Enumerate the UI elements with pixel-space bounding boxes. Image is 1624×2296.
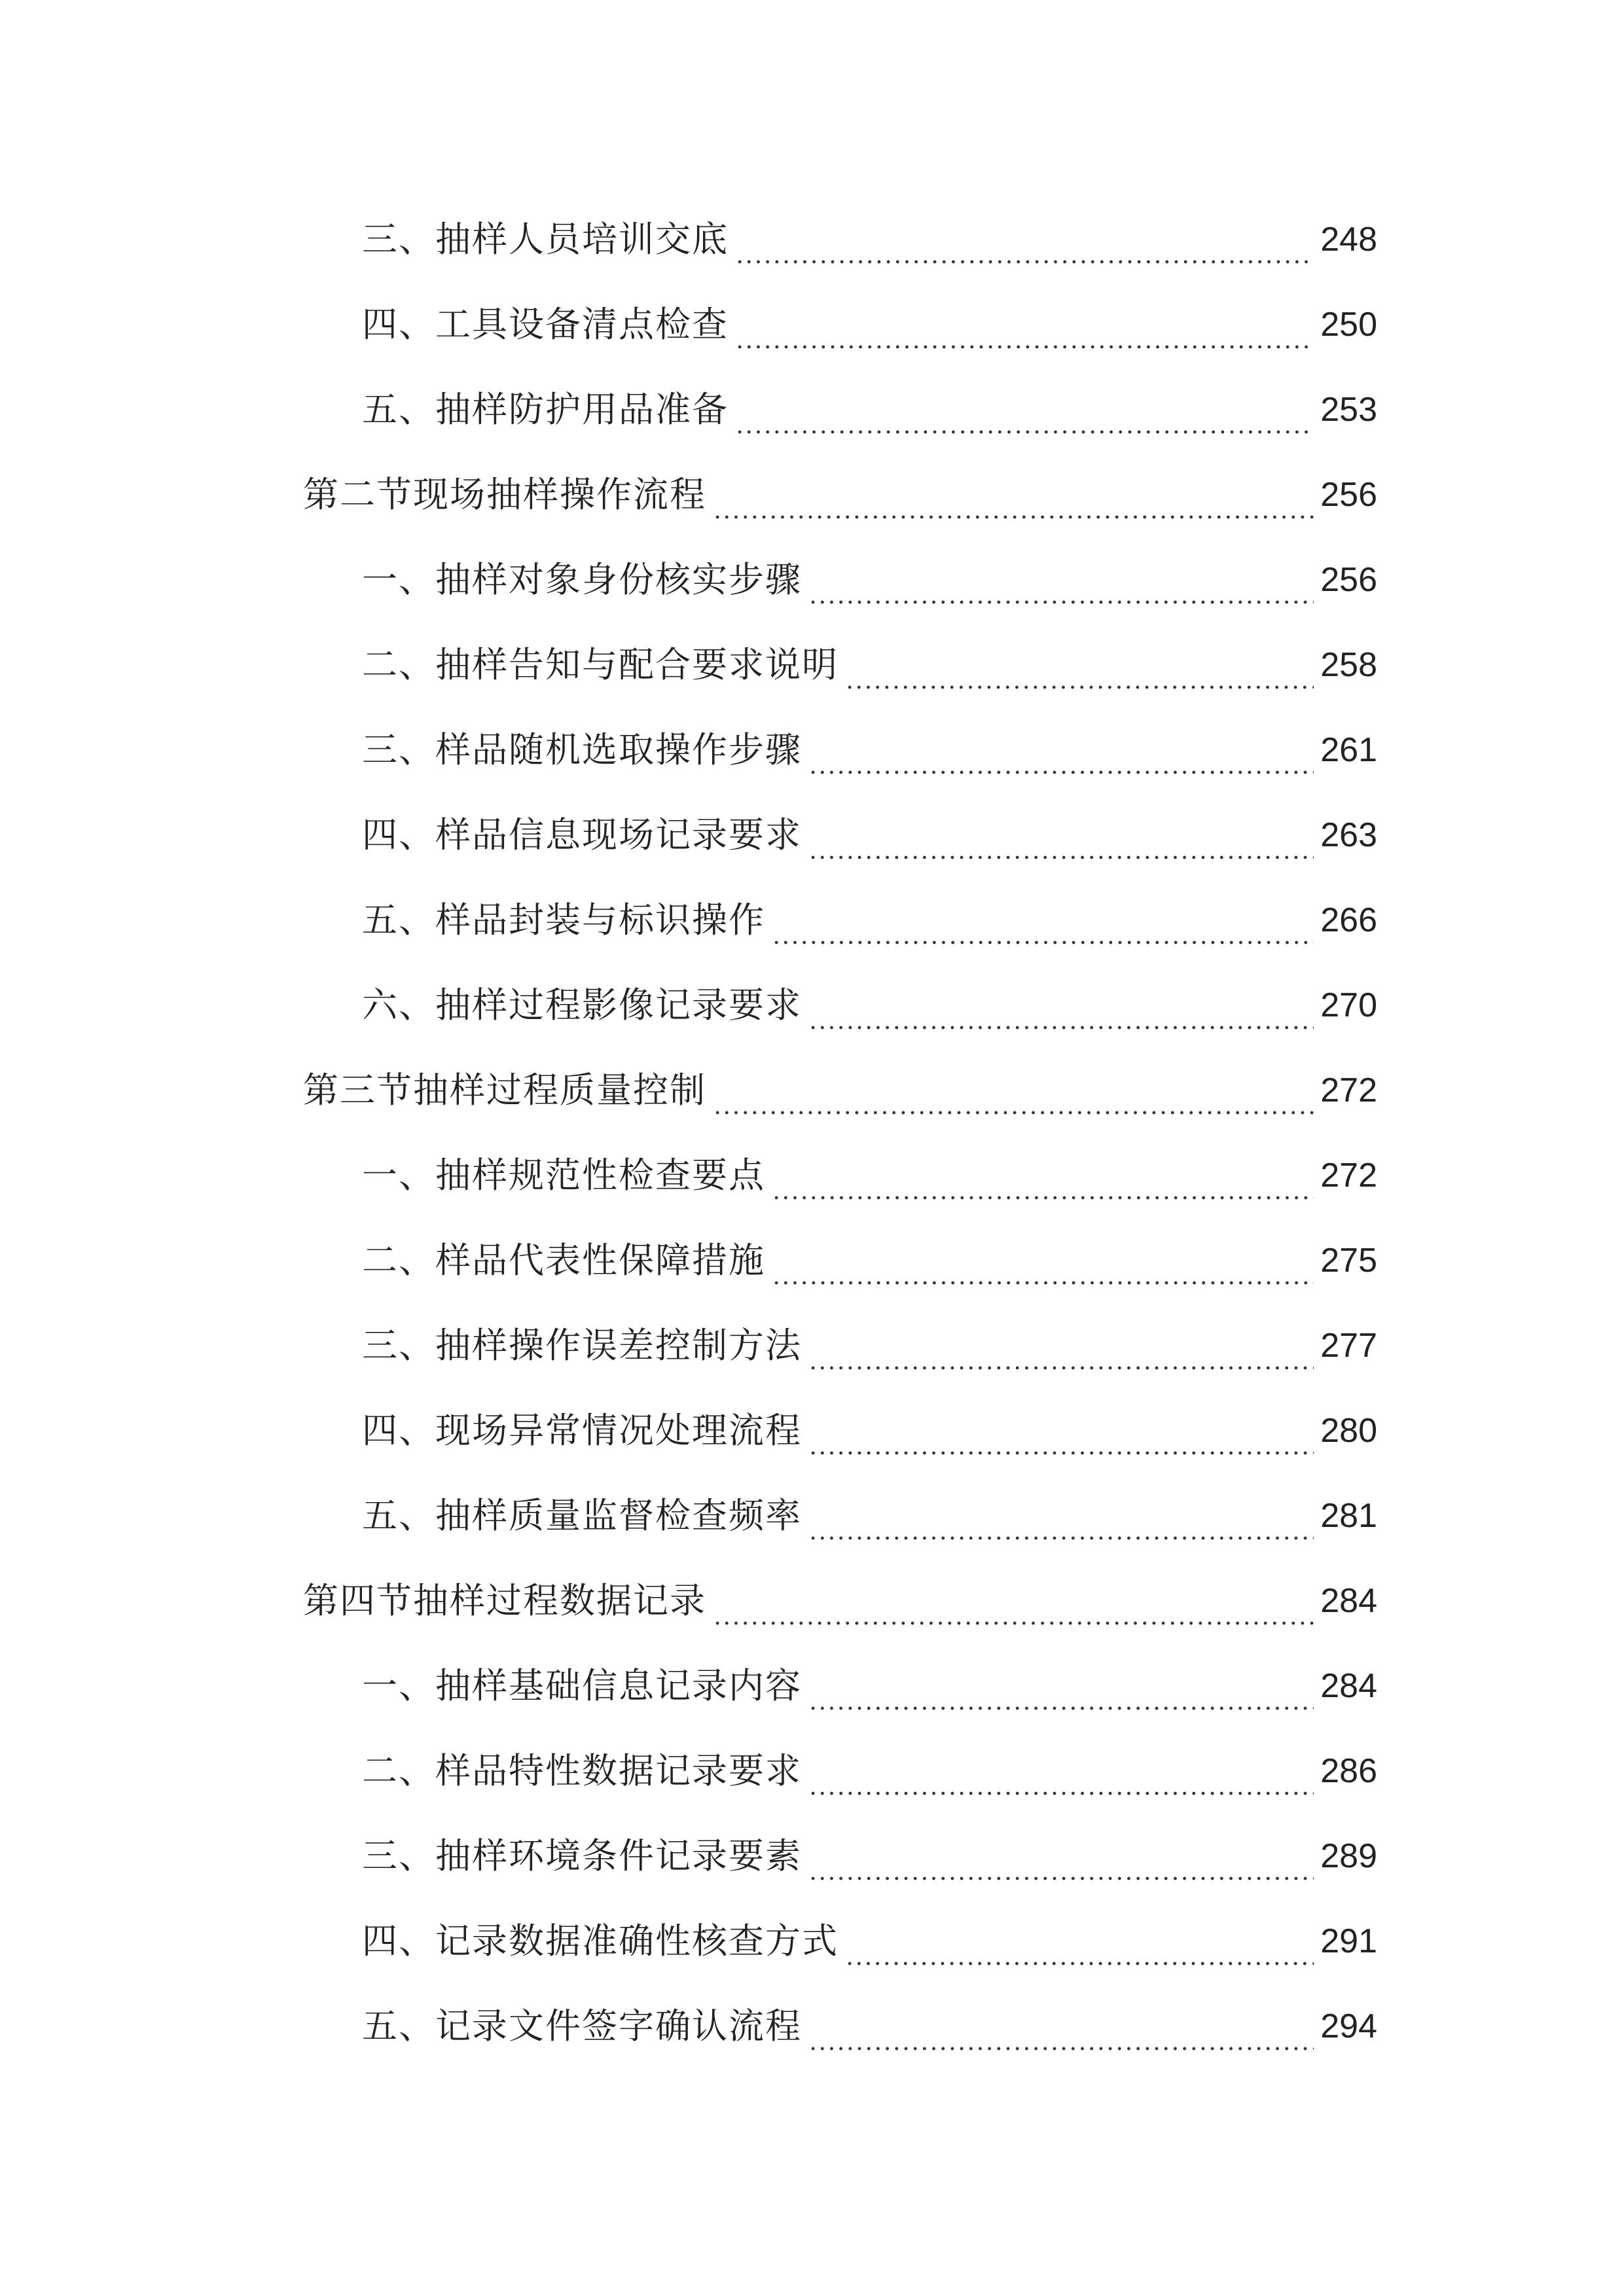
toc-entry[interactable] — [362, 1316, 1377, 1375]
toc-entry-title: 四、现场异常情况处理流程 — [362, 1410, 802, 1451]
toc-entry-title: 一、抽样规范性检查要点 — [362, 1155, 765, 1196]
toc-page-number: 275 — [1320, 1242, 1377, 1280]
toc-entry[interactable] — [362, 550, 1377, 609]
toc-page-number: 272 — [1320, 1157, 1377, 1194]
dot-leader — [808, 827, 1314, 862]
dot-leader — [713, 486, 1314, 522]
dot-leader — [713, 1082, 1314, 1117]
toc-page-number: 281 — [1320, 1497, 1377, 1535]
toc-entry-title: 第三节抽样过程质量控制 — [303, 1069, 706, 1111]
dot-leader — [808, 742, 1314, 777]
toc-page-number: 284 — [1320, 1582, 1377, 1620]
toc-page-number: 258 — [1320, 646, 1377, 684]
toc-entry-title: 五、抽样质量监督检查频率 — [362, 1495, 802, 1536]
toc-entry-section[interactable] — [303, 1571, 1377, 1630]
toc-page-number: 253 — [1320, 391, 1377, 429]
toc-entry[interactable] — [362, 1486, 1377, 1545]
toc-entry[interactable] — [362, 380, 1377, 439]
toc-page-number: 256 — [1320, 476, 1377, 514]
toc-entry-title: 三、抽样环境条件记录要素 — [362, 1835, 802, 1876]
toc-entry[interactable] — [362, 1827, 1377, 1886]
toc-page-number: 294 — [1320, 2007, 1377, 2045]
toc-entry-title: 四、记录数据准确性核查方式 — [362, 1920, 839, 1962]
toc-page-number: 286 — [1320, 1752, 1377, 1790]
toc-page-number: 256 — [1320, 561, 1377, 599]
toc-entry[interactable] — [362, 1231, 1377, 1290]
dot-leader — [808, 2018, 1314, 2053]
dot-leader — [772, 1252, 1314, 1287]
dot-leader — [808, 1848, 1314, 1883]
toc-entry[interactable] — [362, 1912, 1377, 1971]
toc-entry-title: 第四节抽样过程数据记录 — [303, 1580, 706, 1621]
dot-leader — [735, 231, 1314, 266]
dot-leader — [808, 1677, 1314, 1713]
toc-entry[interactable] — [362, 636, 1377, 694]
toc-entry-title: 五、记录文件签字确认流程 — [362, 2005, 802, 2047]
toc-page-number: 289 — [1320, 1837, 1377, 1875]
toc-page-number: 277 — [1320, 1327, 1377, 1365]
toc-entry-title: 三、抽样人员培训交底 — [362, 219, 729, 260]
toc-page-number: 248 — [1320, 221, 1377, 259]
dot-leader — [735, 316, 1314, 351]
toc-entry[interactable] — [362, 1997, 1377, 2056]
toc-entry-title: 四、工具设备清点检查 — [362, 304, 729, 345]
dot-leader — [808, 1422, 1314, 1458]
toc-entry-title: 六、抽样过程影像记录要求 — [362, 984, 802, 1026]
toc-entry-section[interactable] — [303, 465, 1377, 524]
toc-entry-title: 二、样品代表性保障措施 — [362, 1240, 765, 1281]
dot-leader — [808, 997, 1314, 1032]
toc-entry-title: 一、抽样对象身份核实步骤 — [362, 559, 802, 600]
toc-page-number: 284 — [1320, 1667, 1377, 1705]
toc-page-number: 266 — [1320, 901, 1377, 939]
toc-page-number: 263 — [1320, 816, 1377, 854]
toc-entry[interactable] — [362, 976, 1377, 1035]
toc-entry-title: 二、样品特性数据记录要求 — [362, 1750, 802, 1791]
toc-page-number: 272 — [1320, 1071, 1377, 1109]
toc-entry-title: 五、样品封装与标识操作 — [362, 899, 765, 941]
dot-leader — [845, 656, 1314, 692]
dot-leader — [808, 1507, 1314, 1543]
toc-page-number: 280 — [1320, 1412, 1377, 1450]
toc-entry[interactable] — [362, 1401, 1377, 1460]
toc-entry[interactable] — [362, 1742, 1377, 1801]
dot-leader — [713, 1592, 1314, 1628]
toc-page-number: 250 — [1320, 306, 1377, 344]
toc-entry[interactable] — [362, 1146, 1377, 1205]
toc-entry[interactable] — [362, 210, 1377, 269]
toc-entry-section[interactable] — [303, 1061, 1377, 1120]
toc-entry-title: 三、抽样操作误差控制方法 — [362, 1325, 802, 1366]
toc-entry-title: 第二节现场抽样操作流程 — [303, 474, 706, 515]
toc-entry-title: 三、样品随机选取操作步骤 — [362, 729, 802, 770]
dot-leader — [845, 1933, 1314, 1968]
dot-leader — [735, 401, 1314, 437]
toc-entry[interactable] — [362, 1657, 1377, 1715]
toc-entry[interactable] — [362, 295, 1377, 354]
toc-entry[interactable] — [362, 806, 1377, 865]
toc-page-number: 291 — [1320, 1922, 1377, 1960]
dot-leader — [808, 1337, 1314, 1372]
toc-entry[interactable] — [362, 891, 1377, 950]
toc-entry-title: 二、抽样告知与配合要求说明 — [362, 644, 839, 685]
dot-leader — [808, 571, 1314, 607]
toc-entry-title: 一、抽样基础信息记录内容 — [362, 1665, 802, 1706]
toc-page-number: 270 — [1320, 986, 1377, 1024]
toc-entry-title: 四、样品信息现场记录要求 — [362, 814, 802, 855]
dot-leader — [808, 1763, 1314, 1798]
toc-page-number: 261 — [1320, 731, 1377, 769]
dot-leader — [772, 912, 1314, 947]
toc-entry[interactable] — [362, 721, 1377, 780]
dot-leader — [772, 1167, 1314, 1202]
toc-entry-title: 五、抽样防护用品准备 — [362, 389, 729, 430]
